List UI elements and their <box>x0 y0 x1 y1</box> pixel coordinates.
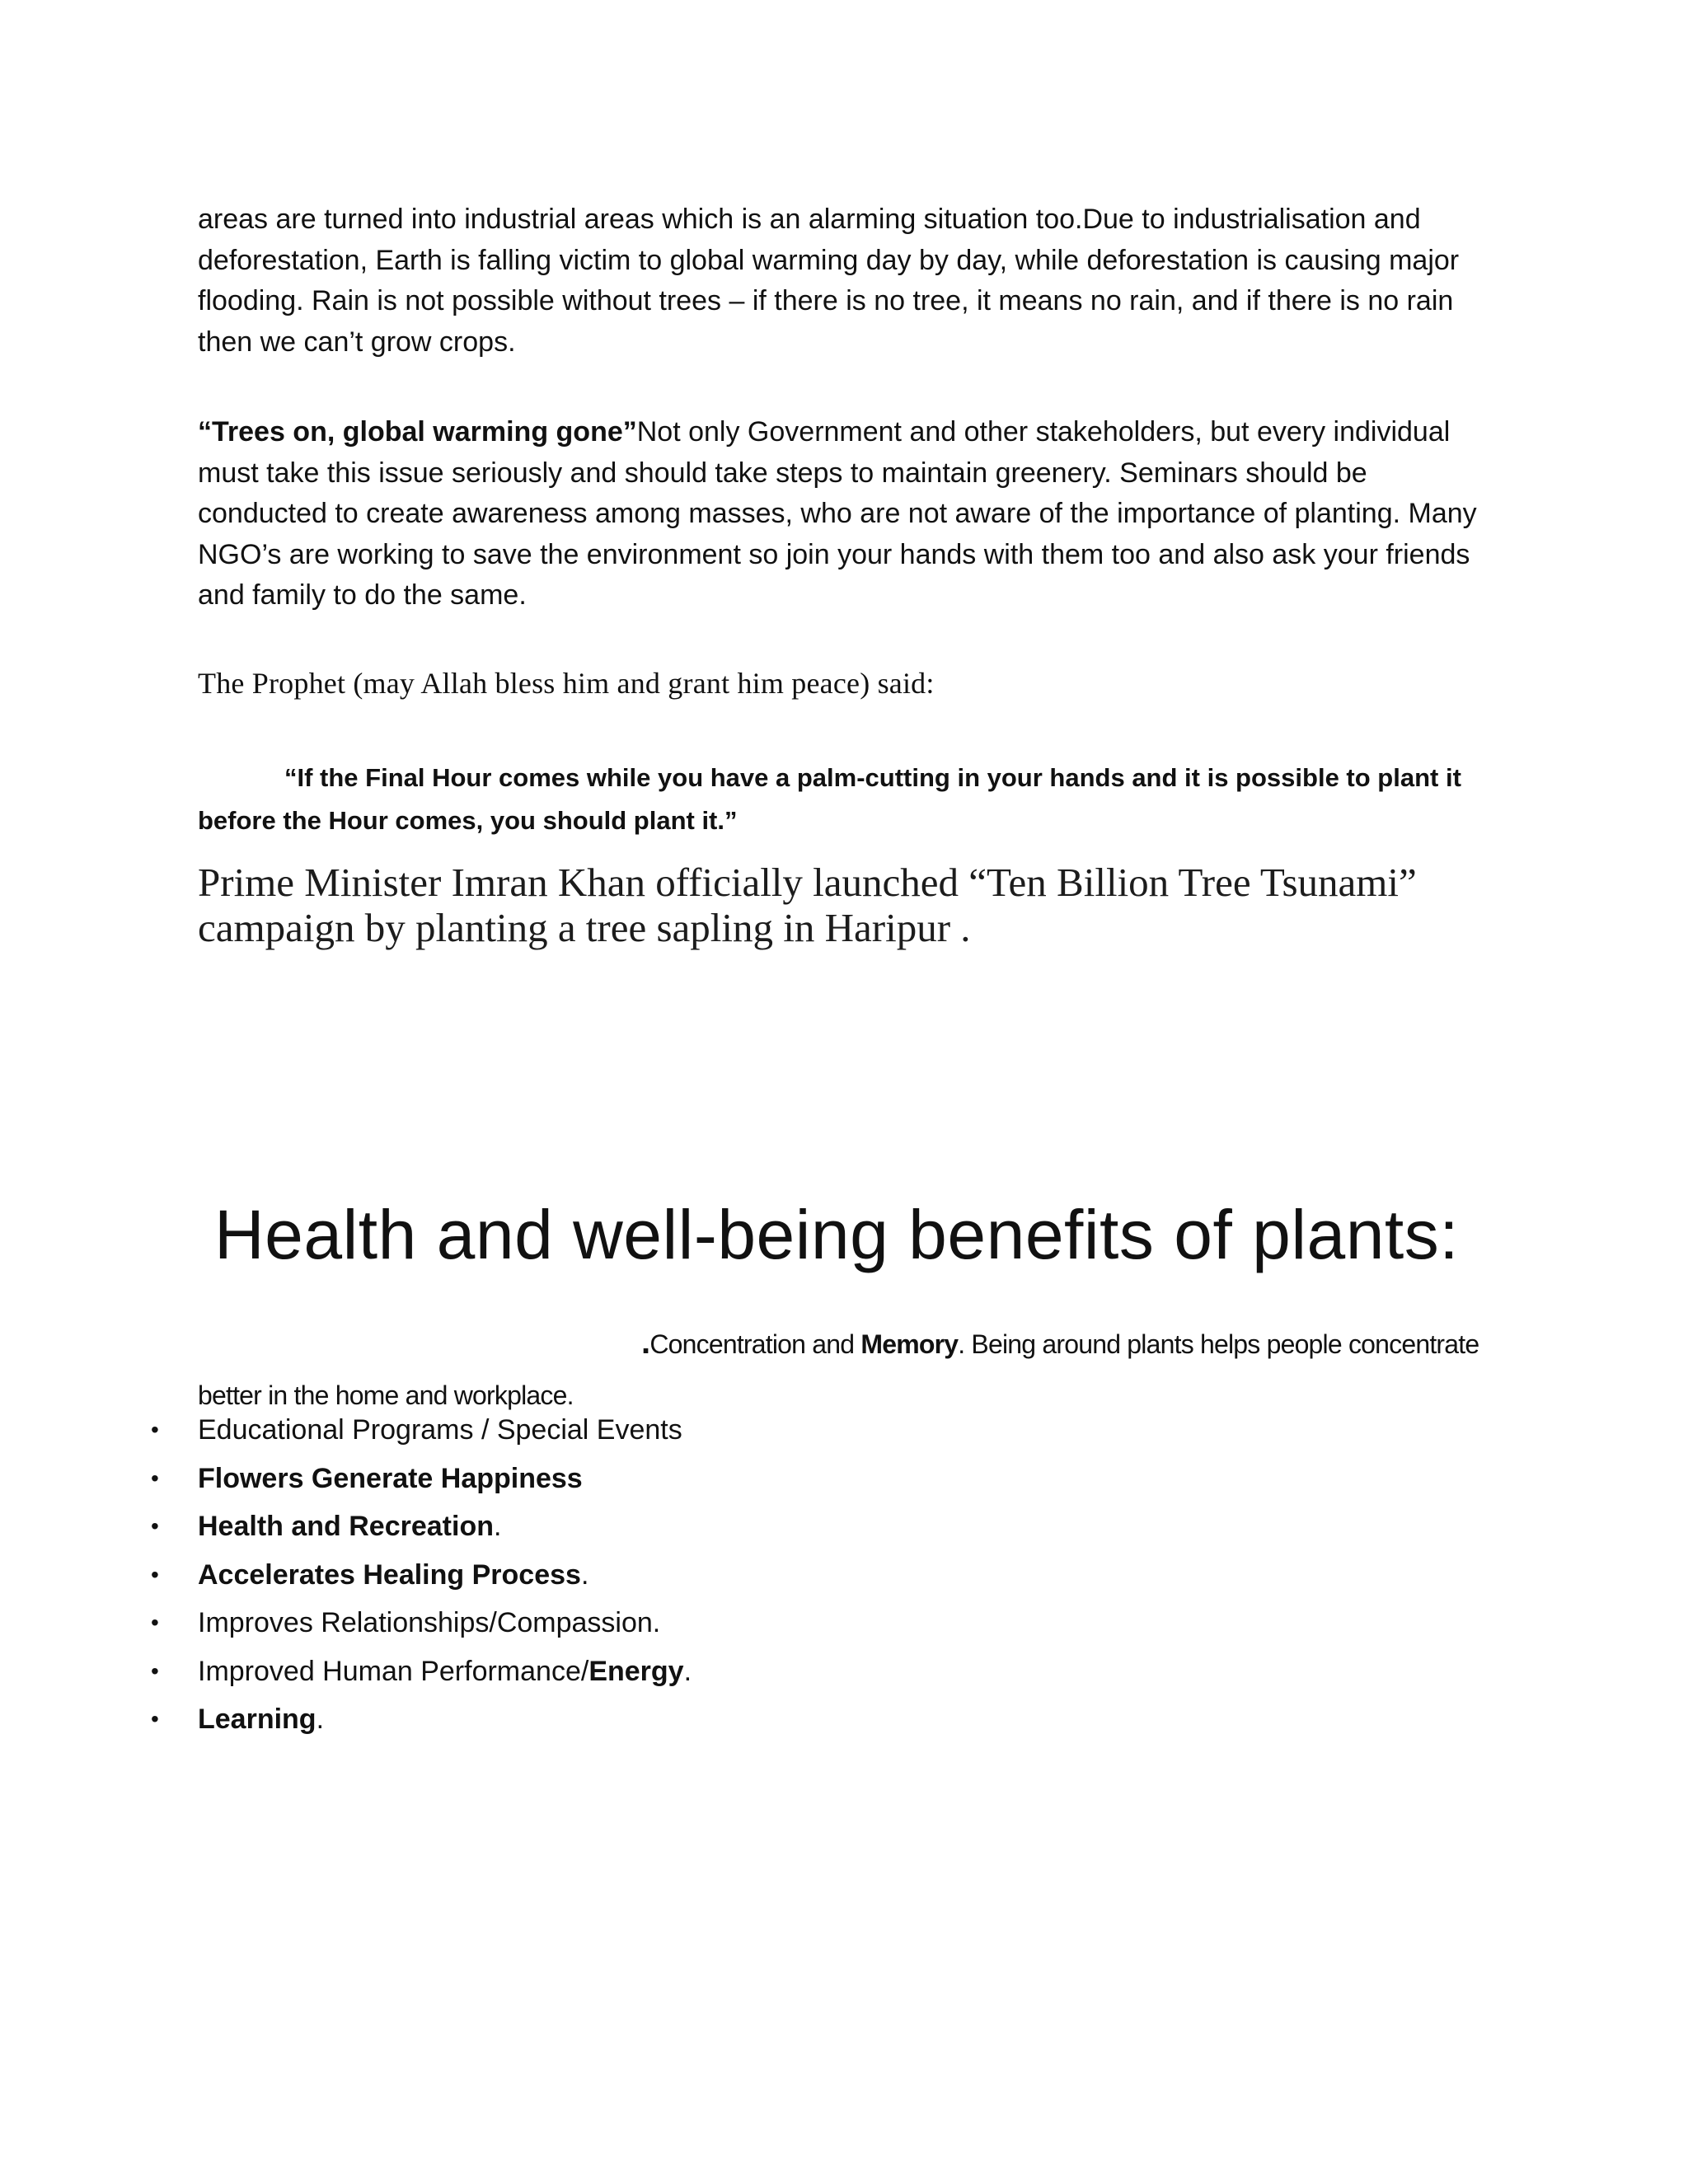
slogan: “Trees on, global warming gone” <box>198 416 637 448</box>
list-item <box>0 1551 1236 1600</box>
paragraph-trees-on-text: Not only Government and other stakeholders, but every individual must take this issue seriously and should take steps to maintain greenery. Seminars should be conducted to create awareness among masses, who are not aware of the importance of planting. Many NGO’s are working to save the environment so join your hands with them too and also ask your friends and family to do the same. <box>198 416 1477 611</box>
list-item-bold: Health and Recreation <box>198 1511 494 1542</box>
list-item-suffix: . <box>580 1558 589 1591</box>
paragraph-trees-on <box>198 412 1484 616</box>
list-item-bold: Energy <box>588 1655 684 1687</box>
list-item-text: Improved Human Performance/ <box>198 1655 589 1687</box>
bullet-icon: • <box>151 1417 159 1442</box>
prime-minister-paragraph: Prime Minister Imran Khan officially launched “Ten Billion Tree Tsunami” campaign by planting a tree sapling in Haripur . <box>198 860 1417 950</box>
bullet-icon: • <box>151 1561 159 1587</box>
bullet-icon: • <box>151 1513 159 1539</box>
list-item-bold: Learning <box>198 1704 316 1735</box>
bullet-icon: • <box>151 1465 159 1491</box>
list-item <box>0 1455 1236 1503</box>
benefits-list <box>0 1406 1236 1744</box>
concentration-bold: Memory <box>860 1329 959 1359</box>
bullet-icon: • <box>151 1657 159 1684</box>
concentration-pre: Concentration and <box>649 1329 861 1359</box>
list-item-text: Improves Relationships/Compassion. <box>198 1607 661 1638</box>
list-item <box>0 1695 1236 1744</box>
list-item-bold: Flowers Generate Happiness <box>198 1462 583 1494</box>
list-item <box>0 1599 1236 1647</box>
health-section-heading: Health and well-being benefits of plants: <box>214 1196 1460 1273</box>
list-item <box>0 1502 1236 1551</box>
list-item-suffix: . <box>493 1511 502 1542</box>
paragraph-industrialisation: areas are turned into industrial areas which is an alarming situation too.Due to industrialisation and deforestation, Earth is falling victim to global warming day by day, while deforestation is causing major flooding. Rain is not possible without trees – if there is no tree, it means no rain, and if there is no rain then we can’t grow crops. <box>198 204 1460 358</box>
list-item-bold: Accelerates Healing Process <box>198 1558 581 1591</box>
list-item <box>0 1406 1236 1455</box>
list-item-suffix: . <box>683 1655 692 1687</box>
prophet-intro: The Prophet (may Allah bless him and grant him peace) said: <box>198 667 935 700</box>
list-item-text: Educational Programs / Special Events <box>198 1414 682 1446</box>
list-item <box>0 1647 1236 1696</box>
bullet-icon: • <box>151 1706 159 1732</box>
bullet-icon: • <box>151 1610 159 1635</box>
list-item-suffix: . <box>316 1704 325 1735</box>
concentration-dot: . <box>641 1324 650 1361</box>
hadith-quote: “If the Final Hour comes while you have a palm-cutting in your hands and it is possible to plant it before the Hour comes, you should plant it.” <box>198 763 1461 835</box>
concentration-post: . Being around plants helps people concentrate better in the home and workplace. <box>198 1329 1479 1410</box>
